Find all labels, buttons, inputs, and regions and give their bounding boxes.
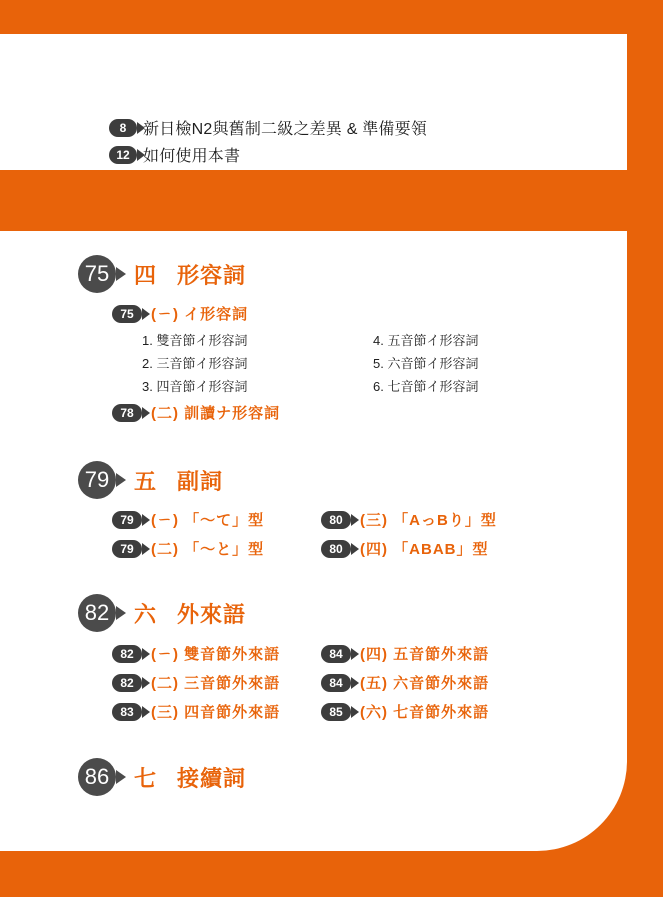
- subsection-label: (二) 「～と」型: [151, 541, 265, 558]
- chapter-page-number: 79: [78, 461, 116, 499]
- subsection[interactable]: [321, 538, 489, 559]
- page-badge: 80: [321, 511, 351, 529]
- page-badge: 84: [321, 645, 351, 663]
- list-item[interactable]: 5. 六音節イ形容詞: [373, 356, 479, 371]
- intro-panel: [0, 34, 627, 170]
- chapter-title: [134, 598, 246, 629]
- intro-item[interactable]: [109, 116, 427, 139]
- subsection[interactable]: [112, 701, 280, 722]
- page-badge: 82: [112, 645, 142, 663]
- subsection[interactable]: [112, 509, 264, 530]
- page-badge: 79: [112, 511, 142, 529]
- page-badge: 78: [112, 404, 142, 422]
- list-item[interactable]: 2. 三音節イ形容詞: [142, 356, 248, 371]
- subsection-label: (ㄧ) 「～て」型: [151, 512, 265, 529]
- page-badge: 75: [112, 305, 142, 323]
- list-item[interactable]: 6. 七音節イ形容詞: [373, 379, 479, 394]
- page-badge: 84: [321, 674, 351, 692]
- subsection[interactable]: [321, 509, 497, 530]
- page-badge: 82: [112, 674, 142, 692]
- page-badge: 80: [321, 540, 351, 558]
- chapter-heading[interactable]: [78, 255, 246, 293]
- chapter-page-number: 86: [78, 758, 116, 796]
- subsection[interactable]: [112, 303, 248, 324]
- chapter-name: 接續詞: [177, 765, 247, 791]
- chapter-page-number: 75: [78, 255, 116, 293]
- subsection-label: (四) 「ABAB」型: [360, 541, 489, 558]
- subsection-label: (六) 七音節外來語: [360, 704, 490, 721]
- intro-item-label: 新日檢N2與舊制二級之差異 & 準備要領: [143, 121, 428, 138]
- chapter-prefix: 五: [134, 468, 158, 494]
- chapter-heading[interactable]: [78, 461, 223, 499]
- subsection-label: (ㄧ) イ形容詞: [151, 306, 249, 323]
- chapter-name: 副詞: [177, 468, 224, 494]
- chapter-title: [134, 259, 246, 290]
- subsection-label: (四) 五音節外來語: [360, 646, 490, 663]
- list-item[interactable]: 3. 四音節イ形容詞: [142, 379, 248, 394]
- subsection-label: (二) 三音節外來語: [151, 675, 281, 692]
- chapter-prefix: 七: [134, 765, 158, 791]
- chapter-heading[interactable]: [78, 594, 246, 632]
- chapter-page-number: 82: [78, 594, 116, 632]
- intro-item[interactable]: [109, 143, 240, 166]
- chapter-heading[interactable]: [78, 758, 246, 796]
- subsection-label: (三) 「AっBり」型: [360, 512, 497, 529]
- subsection[interactable]: [112, 672, 280, 693]
- subsection-label: (五) 六音節外來語: [360, 675, 490, 692]
- subsection-label: (二) 訓讀ナ形容詞: [151, 405, 281, 422]
- chapter-name: 外來語: [177, 601, 247, 627]
- subsection-label: (ㄧ) 雙音節外來語: [151, 646, 281, 663]
- subsection[interactable]: [112, 643, 280, 664]
- page-badge: 79: [112, 540, 142, 558]
- subsection[interactable]: [112, 538, 264, 559]
- chapter-prefix: 六: [134, 601, 158, 627]
- subsection[interactable]: [321, 701, 489, 722]
- list-item[interactable]: 1. 雙音節イ形容詞: [142, 333, 248, 348]
- subsection[interactable]: [321, 672, 489, 693]
- page-badge: 85: [321, 703, 351, 721]
- subsection[interactable]: [112, 402, 280, 423]
- subsection[interactable]: [321, 643, 489, 664]
- page-badge: 83: [112, 703, 142, 721]
- subsection-label: (三) 四音節外來語: [151, 704, 281, 721]
- chapter-title: [134, 762, 246, 793]
- page-badge: 12: [109, 146, 137, 164]
- chapter-title: [134, 465, 223, 496]
- chapter-name: 形容詞: [177, 262, 247, 288]
- list-item[interactable]: 4. 五音節イ形容詞: [373, 333, 479, 348]
- intro-item-label: 如何使用本書: [143, 148, 241, 165]
- page-badge: 8: [109, 119, 137, 137]
- chapter-prefix: 四: [134, 262, 158, 288]
